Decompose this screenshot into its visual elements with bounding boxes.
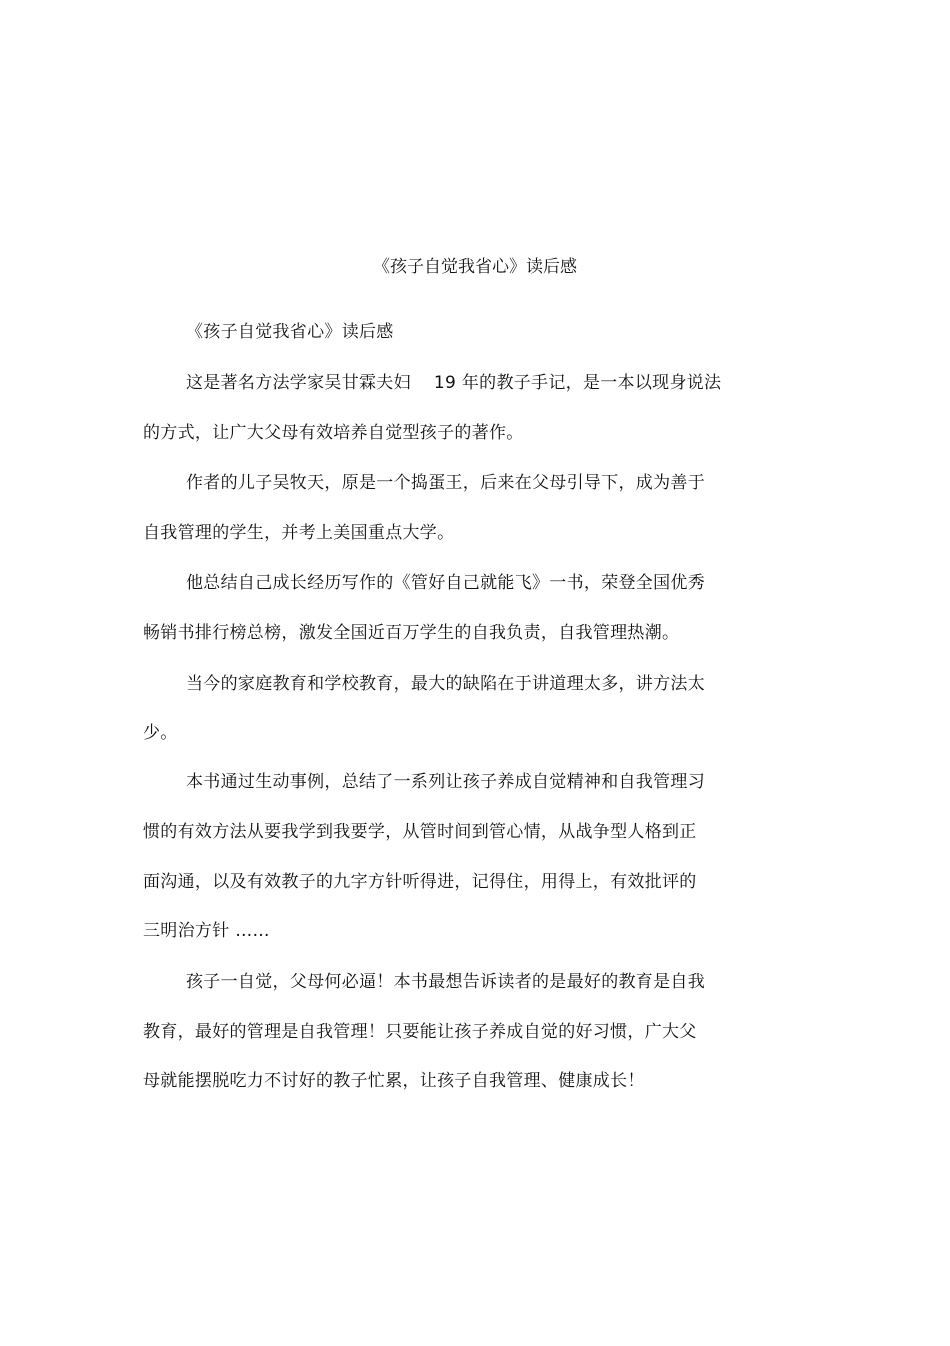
paragraph-line: 的方式，让广大父母有效培养自觉型孩子的著作。: [143, 423, 524, 443]
paragraph-line: 当今的家庭教育和学校教育，最大的缺陷在于讲道理太多，讲方法太: [186, 674, 705, 694]
paragraph-line: 自我管理的学生，并考上美国重点大学。: [143, 523, 455, 543]
paragraph-line: 少。: [143, 723, 178, 743]
paragraph-line: 作者的儿子吴牧天，原是一个捣蛋王，后来在父母引导下，成为善于: [186, 473, 705, 493]
paragraph-line: 孩子一自觉，父母何必逼！本书最想告诉读者的是最好的教育是自我: [186, 972, 705, 992]
paragraph-line: 这是著名方法学家吴甘霖夫妇 19 年的教子手记，是一本以现身说法: [186, 373, 722, 393]
paragraph-line: 母就能摆脱吃力不讨好的教子忙累，让孩子自我管理、健康成长！: [143, 1071, 645, 1091]
subtitle-line: 《孩子自觉我省心》读后感: [186, 322, 394, 342]
paragraph-line: 教育，最好的管理是自我管理！只要能让孩子养成自觉的好习惯，广大父: [143, 1022, 697, 1042]
paragraph-line: 三明治方针 ……: [143, 921, 270, 941]
paragraph-line: 惯的有效方法从要我学到我要学，从管时间到管心情，从战争型人格到正: [143, 822, 697, 842]
paragraph-line: 他总结自己成长经历写作的《管好自己就能飞》一书，荣登全国优秀: [186, 573, 705, 593]
paragraph-line: 面沟通，以及有效教子的九字方针听得进，记得住，用得上，有效批评的: [143, 872, 697, 892]
paragraph-line: 畅销书排行榜总榜，激发全国近百万学生的自我负责，自我管理热潮。: [143, 623, 680, 643]
paragraph-line: 本书通过生动事例，总结了一系列让孩子养成自觉精神和自我管理习: [186, 772, 705, 792]
document-title: 《孩子自觉我省心》读后感: [373, 257, 577, 277]
